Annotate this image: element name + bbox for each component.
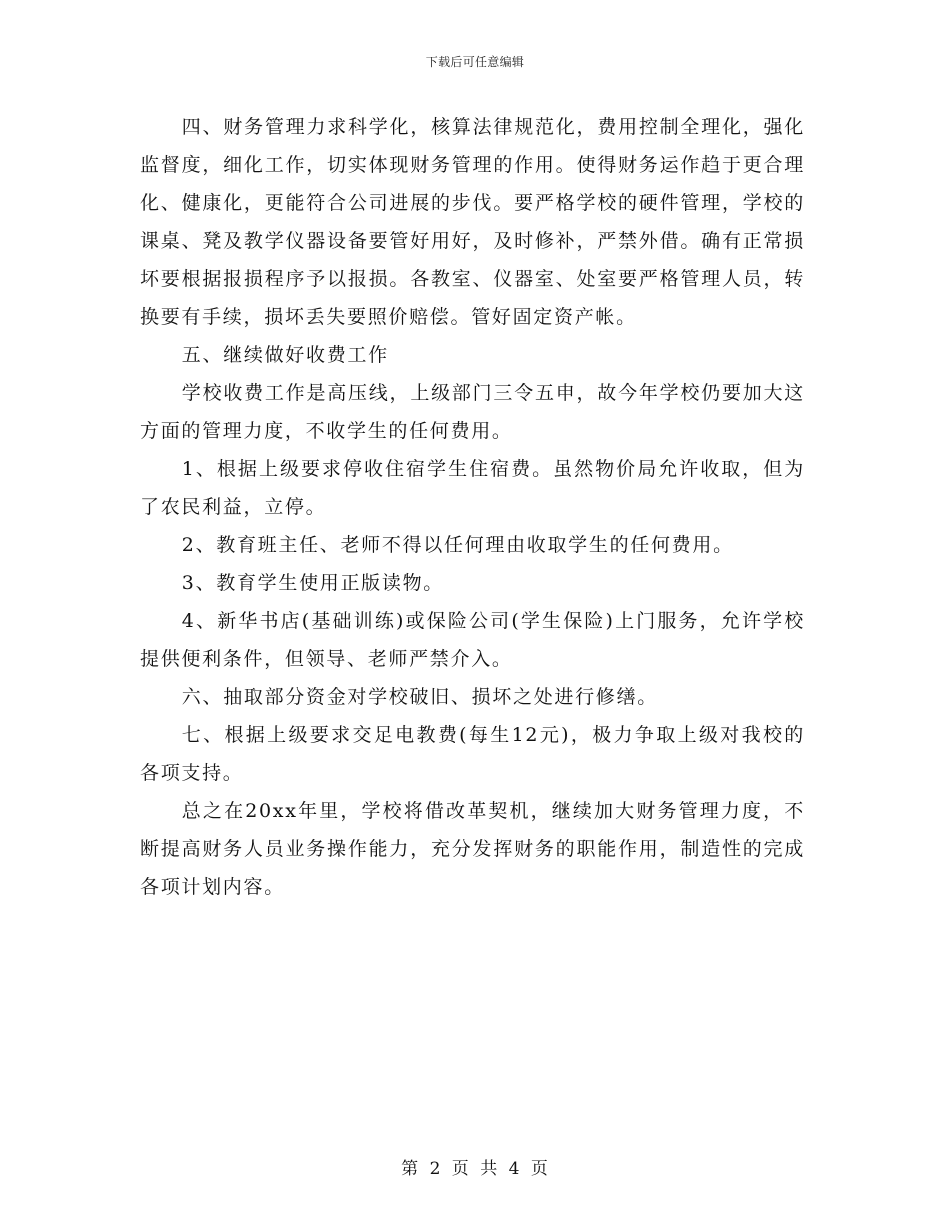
header-note: 下载后可任意编辑 <box>425 55 525 69</box>
heading-repairs: 六、抽取部分资金对学校破旧、损坏之处进行修缮。 <box>181 686 658 708</box>
list-item-genuine-books: 3、教育学生使用正版读物。 <box>181 572 444 594</box>
list-item-door-service: 4、新华书店(基础训练)或保险公司(学生保险)上门服务，允许学校提供便利条件，但领导、老师严禁介入。 <box>140 610 805 670</box>
heading-fee-collection: 五、继续做好收费工作 <box>181 344 389 366</box>
document-body <box>140 108 805 906</box>
paragraph-av-education-fee: 七、根据上级要求交足电教费(每生12元)，极力争取上级对我校的各项支持。 <box>140 724 805 784</box>
list-item-teacher-fees: 2、教育班主任、老师不得以任何理由收取学生的任何费用。 <box>181 534 734 556</box>
page-number: 第 2 页 共 4 页 <box>401 1159 549 1179</box>
paragraph-finance-management: 四、财务管理力求科学化，核算法律规范化，费用控制全理化，强化监督度，细化工作，切实体现财务管理的作用。使得财务运作趋于更合理化、健康化，更能符合公司进展的步伐。要严格学校的硬件管理，学校的课桌、凳及教学仪器设备要管好用好，及时修补，严禁外借。确有正常损坏要根据报损程序予以报损。各教室、仪器室、处室要严格管理人员，转换要有手续，损坏丢失要照价赔偿。管好固定资产帐。 <box>140 116 805 328</box>
list-item-accommodation-fee: 1、根据上级要求停收住宿学生住宿费。虽然物价局允许收取，但为了农民利益，立停。 <box>140 458 805 518</box>
paragraph-summary: 总之在20xx年里，学校将借改革契机，继续加大财务管理力度，不断提高财务人员业务操作能力，充分发挥财务的职能作用，制造性的完成各项计划内容。 <box>140 800 805 898</box>
paragraph-fee-policy: 学校收费工作是高压线，上级部门三令五申，故今年学校仍要加大这方面的管理力度，不收学生的任何费用。 <box>140 382 805 442</box>
